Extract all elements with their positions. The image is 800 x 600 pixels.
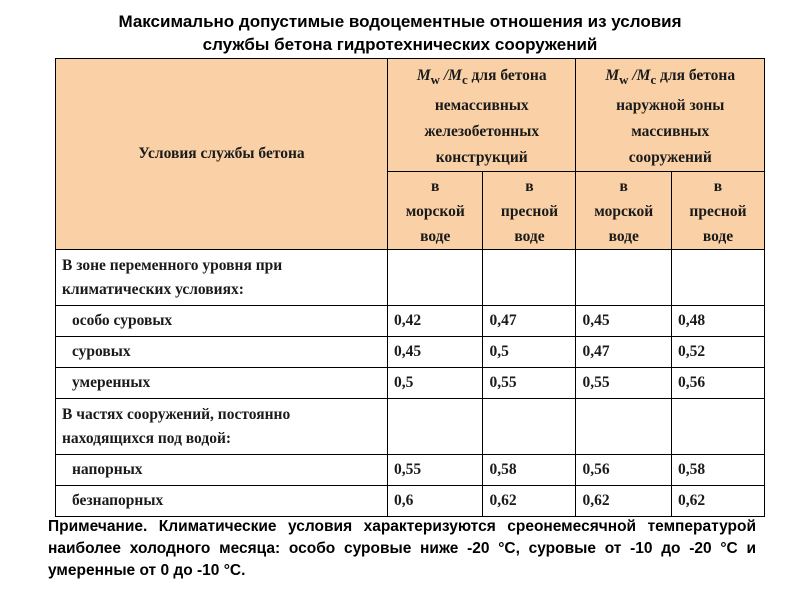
title-line-2: службы бетона гидротехнических сооружений	[202, 35, 598, 54]
subheader-fresh-water-1: в пресной воде	[483, 172, 576, 250]
table-cell: 0,52	[671, 337, 764, 368]
table-row	[56, 486, 765, 517]
table-cell: 0,45	[576, 306, 671, 337]
row-label: суровых	[56, 337, 388, 368]
table-cell: 0,5	[388, 368, 483, 399]
table-cell: 0,55	[388, 455, 483, 486]
subheader-fresh-water-2: в пресной воде	[671, 172, 764, 250]
table-cell: 0,62	[576, 486, 671, 517]
section-label: В частях сооружений, постоянно находящихся под водой:	[56, 399, 388, 455]
subheader-sea-water-1: в морской воде	[388, 172, 483, 250]
row-label: безнапорных	[56, 486, 388, 517]
header-group-non-massive: $M_w$ $/M_c$ для бетона немассивных железобетонных конструкций	[388, 59, 576, 172]
table-cell: 0,56	[576, 455, 671, 486]
table-cell: 0,47	[483, 306, 576, 337]
table-cell: 0,58	[671, 455, 764, 486]
table-cell: 0,6	[388, 486, 483, 517]
table-row	[56, 306, 765, 337]
table-cell: 0,56	[671, 368, 764, 399]
header-group-massive-outer: $M_w$ $/M_c$ для бетона наружной зоны массивных сооружений	[576, 59, 765, 172]
page-title	[40, 10, 760, 56]
table-cell: 0,62	[483, 486, 576, 517]
table-cell: 0,58	[483, 455, 576, 486]
wc-ratio-table	[55, 58, 765, 517]
row-label: особо суровых	[56, 306, 388, 337]
row-label: умеренных	[56, 368, 388, 399]
header-service-conditions: Условия службы бетона	[56, 59, 388, 250]
section-label: В зоне переменного уровня при климатических условиях:	[56, 250, 388, 306]
table-cell: 0,48	[671, 306, 764, 337]
table-cell: 0,5	[483, 337, 576, 368]
table-cell: 0,42	[388, 306, 483, 337]
table-cell: 0,55	[576, 368, 671, 399]
table-cell: 0,45	[388, 337, 483, 368]
row-label: напорных	[56, 455, 388, 486]
table-row	[56, 455, 765, 486]
footnote: Примечание. Климатические условия характеризуются среонемесячной температурой наиболее холодного месяца: особо суровые ниже -20 °С, суровые от -10 до -20 °С и умеренные от 0 до -10 °С.	[48, 518, 756, 579]
section-row-variable-level	[56, 250, 765, 306]
subheader-sea-water-2: в морской воде	[576, 172, 671, 250]
table-row	[56, 368, 765, 399]
table-cell: 0,55	[483, 368, 576, 399]
table-cell: 0,62	[671, 486, 764, 517]
section-row-under-water	[56, 399, 765, 455]
title-line-1: Максимально допустимые водоцементные отношения из условия	[118, 12, 682, 31]
table-cell: 0,47	[576, 337, 671, 368]
table-row	[56, 337, 765, 368]
